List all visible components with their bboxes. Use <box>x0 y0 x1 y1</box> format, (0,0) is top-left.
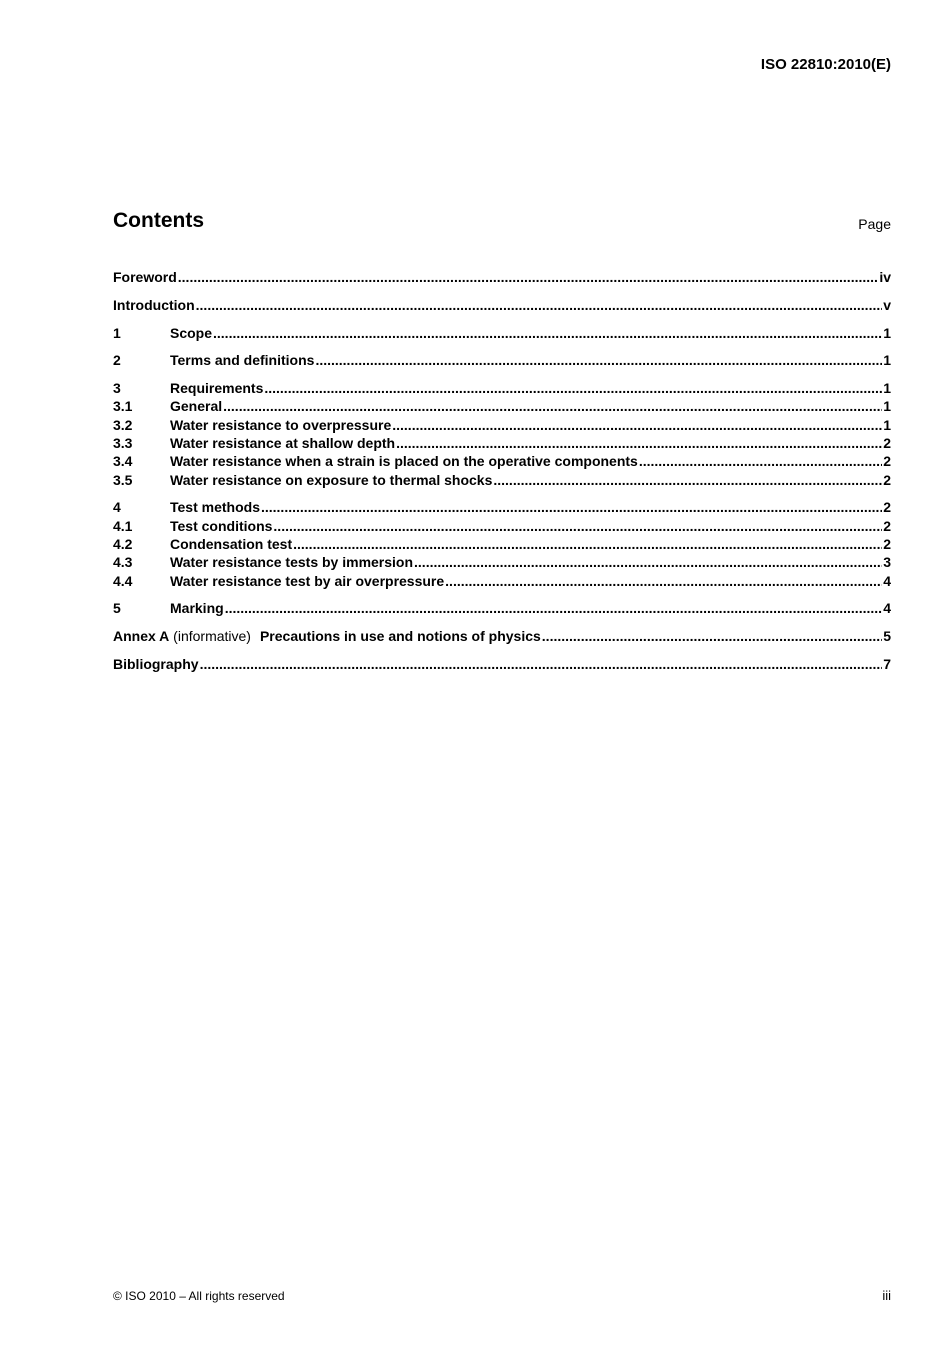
toc-leader-dots <box>542 627 882 645</box>
toc-entry-title: Scope <box>170 324 213 341</box>
toc-entry-title: Test conditions <box>170 517 273 534</box>
toc-entry-page: iv <box>879 269 891 285</box>
toc-entry-page: 4 <box>883 572 891 589</box>
toc-entry-page: 2 <box>883 517 891 534</box>
toc-leader-dots <box>445 572 882 590</box>
toc-entry-3-1[interactable] <box>113 397 891 415</box>
toc-entry-title: Requirements <box>170 380 264 397</box>
toc-entry-annex-a[interactable] <box>113 627 891 645</box>
toc-entry-foreword[interactable] <box>113 268 891 286</box>
toc-entry-page: 2 <box>883 435 891 452</box>
toc-entry-number: 4.1 <box>113 517 133 534</box>
toc-entry-number: 3.3 <box>113 435 133 452</box>
toc-entry-page: 1 <box>883 324 891 341</box>
toc-entry-title: Water resistance tests by immersion <box>170 554 414 571</box>
toc-entry-4-4[interactable] <box>113 572 891 590</box>
toc-leader-dots <box>261 498 882 516</box>
toc-entry-page: 3 <box>883 554 891 571</box>
toc-leader-dots <box>396 434 882 452</box>
toc-entry-title: Terms and definitions <box>170 352 315 369</box>
toc-leader-dots <box>196 296 883 314</box>
toc-leader-dots <box>315 351 882 369</box>
toc-entry-page: 2 <box>883 453 891 470</box>
toc-entry-page: 1 <box>883 352 891 369</box>
toc-entry-2[interactable] <box>113 351 891 369</box>
toc-entry-title: Water resistance test by air overpressure <box>170 572 445 589</box>
toc-leader-dots <box>493 471 882 489</box>
toc-entry-title: Condensation test <box>170 536 293 553</box>
toc-entry-introduction[interactable] <box>113 296 891 314</box>
toc-leader-dots <box>639 452 882 470</box>
toc-entry-title: Precautions in use and notions of physics <box>259 628 541 645</box>
toc-leader-dots <box>273 517 882 535</box>
toc-leader-dots <box>264 379 882 397</box>
toc-leader-dots <box>414 553 882 571</box>
toc-entry-4[interactable] <box>113 498 891 516</box>
toc-entry-number: 5 <box>113 600 121 617</box>
toc-entry-page: 4 <box>883 600 891 617</box>
toc-entry-title: Introduction <box>113 296 195 313</box>
footer-copyright: © ISO 2010 – All rights reserved <box>113 1289 285 1303</box>
toc-entry-page: v <box>883 296 891 313</box>
toc-entry-title: Water resistance on exposure to thermal shocks <box>170 471 493 488</box>
toc-leader-dots <box>178 268 879 286</box>
toc-entry-bibliography[interactable] <box>113 655 891 673</box>
toc-entry-3-4[interactable] <box>113 452 891 470</box>
toc-entry-title: Water resistance to overpressure <box>170 416 392 433</box>
toc-entry-4-3[interactable] <box>113 553 891 571</box>
toc-entry-page: 1 <box>883 380 891 397</box>
toc-entry-5[interactable] <box>113 599 891 617</box>
toc-entry-3-5[interactable] <box>113 471 891 489</box>
toc-entry-title: General <box>170 398 223 415</box>
toc-entry-page: 2 <box>883 499 891 516</box>
toc-entry-title: Water resistance when a strain is placed on the operative components <box>170 453 638 470</box>
toc-entry-3[interactable] <box>113 379 891 397</box>
toc-entry-number: 1 <box>113 324 121 341</box>
toc-entry-title: Foreword <box>113 269 177 285</box>
footer-page-number: iii <box>882 1288 891 1303</box>
toc-annex-label: Annex A <box>113 628 170 645</box>
document-id: ISO 22810:2010(E) <box>760 56 891 73</box>
toc-entry-3-3[interactable] <box>113 434 891 452</box>
toc-entry-page: 1 <box>883 398 891 415</box>
toc-entry-page: 7 <box>883 656 891 673</box>
toc-entry-4-1[interactable] <box>113 517 891 535</box>
toc-leader-dots <box>223 397 882 415</box>
toc-entry-number: 3.5 <box>113 471 133 488</box>
toc-entry-title: Bibliography <box>113 656 199 673</box>
toc-leader-dots <box>213 324 882 342</box>
toc-leader-dots <box>293 535 882 553</box>
toc-entry-page: 1 <box>883 416 891 433</box>
toc-entry-page: 2 <box>883 536 891 553</box>
toc-entry-page: 2 <box>883 471 891 488</box>
toc-leader-dots <box>392 416 882 434</box>
toc-annex-note: (informative) <box>173 628 251 645</box>
toc-entry-1[interactable] <box>113 324 891 342</box>
toc-entry-number: 4 <box>113 499 121 516</box>
table-of-contents <box>113 268 891 673</box>
toc-entry-number: 3.1 <box>113 398 133 415</box>
toc-entry-number: 4.4 <box>113 572 133 589</box>
toc-entry-title: Marking <box>170 600 224 617</box>
toc-entry-title: Test methods <box>170 499 260 516</box>
toc-entry-number: 3 <box>113 380 121 397</box>
toc-entry-number: 3.2 <box>113 416 133 433</box>
toc-entry-number: 3.4 <box>113 453 133 470</box>
toc-entry-number: 4.3 <box>113 554 133 571</box>
toc-entry-number: 2 <box>113 352 121 369</box>
toc-entry-3-2[interactable] <box>113 416 891 434</box>
toc-leader-dots <box>225 599 883 617</box>
toc-entry-title: Water resistance at shallow depth <box>170 435 396 452</box>
page-column-label: Page <box>858 216 891 232</box>
toc-entry-4-2[interactable] <box>113 535 891 553</box>
toc-entry-page: 5 <box>883 628 891 645</box>
contents-heading: Contents <box>113 209 204 232</box>
toc-leader-dots <box>200 655 883 673</box>
toc-entry-number: 4.2 <box>113 536 133 553</box>
